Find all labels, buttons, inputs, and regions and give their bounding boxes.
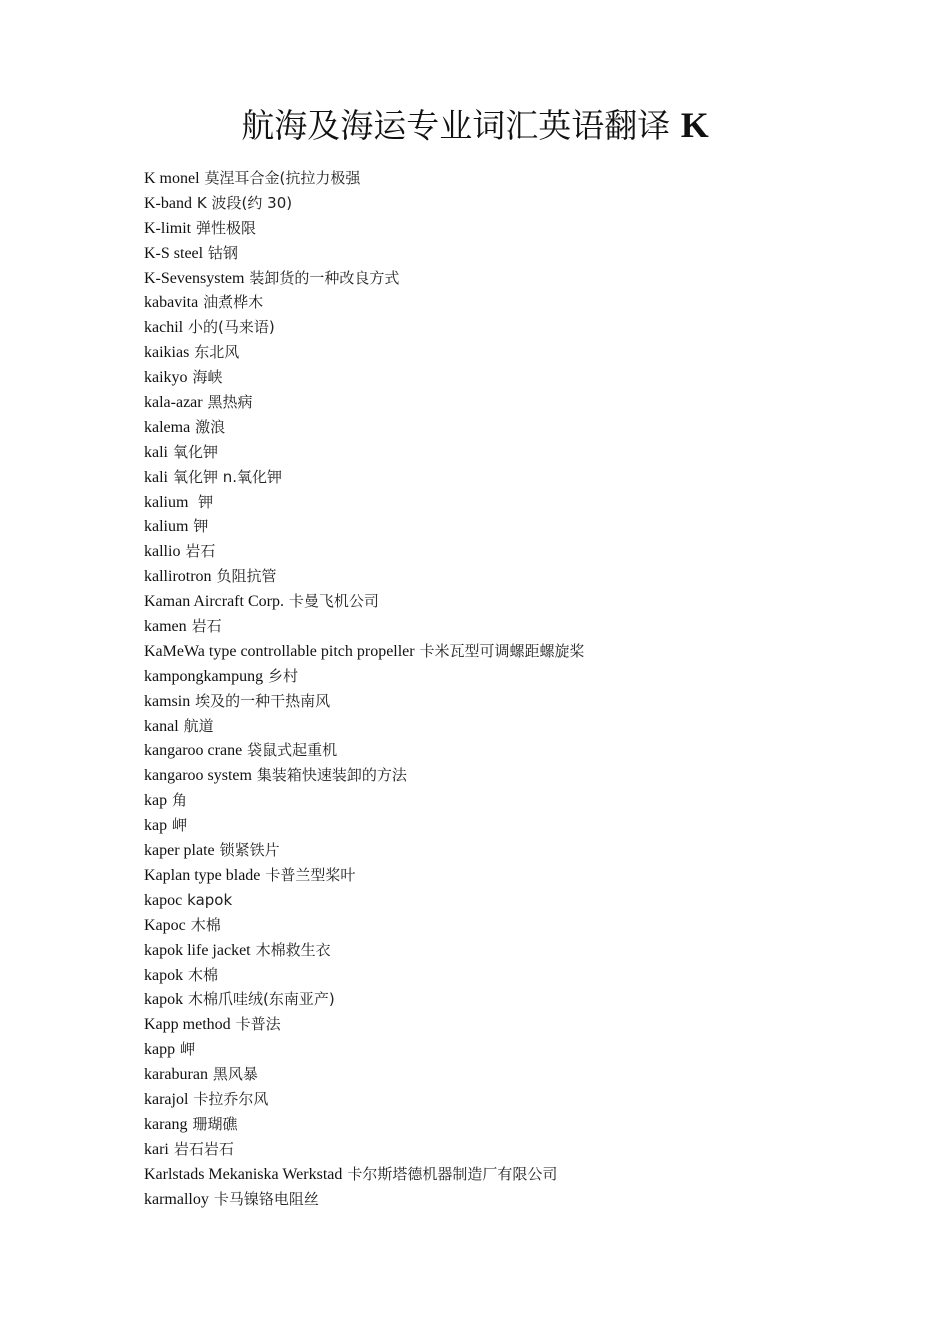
entry-meaning: 东北风 [194, 343, 240, 362]
entry-term: kapoc [144, 891, 183, 909]
entry-meaning: 钴钢 [208, 243, 239, 262]
entry-meaning: 黑热病 [207, 393, 253, 412]
glossary-entry [144, 191, 904, 216]
glossary-entry [144, 639, 904, 664]
entry-term: kamsin [144, 692, 191, 710]
entry-term: Karlstads Mekaniska Werkstad [144, 1165, 343, 1183]
entry-meaning: 黑风暴 [212, 1065, 258, 1084]
entry-meaning: 木棉 [190, 915, 221, 934]
glossary-entry [144, 564, 904, 589]
entry-meaning: 小的(马来语) [188, 318, 275, 337]
glossary-entry [144, 963, 904, 988]
entry-meaning: 集装箱快速装卸的方法 [256, 766, 407, 785]
glossary-entry [144, 365, 904, 390]
glossary-entry [144, 440, 904, 465]
glossary-entry [144, 987, 904, 1012]
glossary-entry [144, 241, 904, 266]
entry-meaning: kapok [187, 890, 233, 909]
entry-term: K-Sevensystem [144, 269, 245, 287]
glossary-list [144, 166, 904, 1211]
glossary-entry [144, 390, 904, 415]
glossary-entry [144, 340, 904, 365]
page-title [0, 100, 950, 151]
entry-meaning: 钾 [193, 517, 209, 536]
entry-term: Kapp method [144, 1016, 231, 1034]
entry-meaning: 袋鼠式起重机 [247, 741, 338, 760]
glossary-entry [144, 689, 904, 714]
page-title-letter: K [680, 105, 709, 145]
entry-term: kaikias [144, 344, 190, 362]
entry-meaning: 钾 [193, 492, 214, 511]
entry-meaning: 激浪 [195, 417, 226, 436]
glossary-entry [144, 1187, 904, 1212]
entry-meaning: 木棉爪哇绒(东南亚产) [188, 990, 335, 1009]
entry-term: Kaplan type blade [144, 866, 261, 884]
entry-term: kabavita [144, 294, 199, 312]
entry-term: kalema [144, 418, 191, 436]
page-title-text: 航海及海运专业词汇英语翻译 [241, 106, 671, 145]
entry-term: kachil [144, 319, 184, 337]
entry-term: K-band [144, 194, 192, 212]
entry-meaning: 岬 [172, 816, 188, 835]
glossary-entry [144, 1087, 904, 1112]
entry-term: kari [144, 1140, 169, 1158]
glossary-entry [144, 1162, 904, 1187]
glossary-entry [144, 788, 904, 813]
entry-term: kaper plate [144, 842, 215, 860]
glossary-entry [144, 216, 904, 241]
glossary-entry [144, 838, 904, 863]
entry-meaning: 锁紧铁片 [219, 841, 280, 860]
entry-term: kapok [144, 966, 184, 984]
glossary-entry [144, 1062, 904, 1087]
glossary-entry [144, 539, 904, 564]
entry-meaning: 木棉 [188, 965, 219, 984]
entry-term: K-limit [144, 219, 192, 237]
glossary-entry [144, 1037, 904, 1062]
entry-term: kapok life jacket [144, 941, 251, 959]
glossary-entry [144, 714, 904, 739]
glossary-entry [144, 465, 904, 490]
entry-meaning: 氧化钾 n.氧化钾 [172, 467, 282, 486]
entry-meaning: 卡拉乔尔风 [193, 1089, 269, 1108]
entry-meaning: 海峡 [192, 368, 223, 387]
entry-meaning: 卡马镍铬电阻丝 [213, 1189, 319, 1208]
glossary-entry [144, 813, 904, 838]
entry-meaning: 莫涅耳合金(抗拉力极强 [204, 169, 361, 187]
entry-meaning: 岩石 [185, 542, 216, 561]
entry-term: karmalloy [144, 1190, 209, 1208]
entry-term: kap [144, 817, 168, 835]
entry-term: KaMeWa type controllable pitch propeller [144, 642, 415, 660]
entry-term: kamen [144, 618, 187, 636]
entry-meaning: 负阻抗管 [216, 567, 277, 586]
entry-term: Kapoc [144, 916, 186, 934]
entry-term: kalium [144, 518, 189, 536]
entry-term: K-S steel [144, 244, 204, 262]
glossary-entry [144, 938, 904, 963]
glossary-entry [144, 763, 904, 788]
entry-term: kallio [144, 543, 181, 561]
entry-term: kanal [144, 717, 179, 735]
entry-meaning: 木棉救生衣 [255, 940, 331, 959]
entry-term: Kaman Aircraft Corp. [144, 593, 284, 611]
entry-term: kaikyo [144, 369, 188, 387]
entry-term: karaburan [144, 1066, 208, 1084]
glossary-entry [144, 664, 904, 689]
glossary-entry [144, 589, 904, 614]
entry-meaning: 氧化钾 [172, 442, 218, 461]
entry-meaning: 岩石 [191, 617, 222, 636]
entry-meaning: 卡曼飞机公司 [288, 592, 379, 611]
entry-meaning: 卡普兰型桨叶 [265, 865, 356, 884]
entry-meaning: 航道 [183, 716, 214, 735]
entry-term: kapok [144, 991, 184, 1009]
glossary-entry [144, 266, 904, 291]
glossary-entry [144, 1012, 904, 1037]
glossary-entry [144, 913, 904, 938]
entry-term: kangaroo crane [144, 742, 243, 760]
glossary-entry [144, 738, 904, 763]
entry-term: kali [144, 468, 168, 486]
entry-meaning: 油煮桦木 [203, 293, 264, 312]
entry-term: K monel [144, 170, 200, 187]
entry-term: kapp [144, 1041, 176, 1059]
entry-meaning: 珊瑚礁 [192, 1114, 238, 1133]
glossary-entry [144, 315, 904, 340]
entry-term: kala-azar [144, 394, 203, 412]
glossary-entry [144, 863, 904, 888]
entry-meaning: 卡尔斯塔德机器制造厂有限公司 [347, 1164, 558, 1183]
glossary-entry [144, 614, 904, 639]
entry-meaning: K 波段(约 30) [196, 193, 293, 212]
entry-term: kalium [144, 493, 189, 511]
entry-term: karajol [144, 1090, 189, 1108]
glossary-entry [144, 290, 904, 315]
glossary-entry [144, 490, 904, 515]
entry-term: kangaroo system [144, 767, 252, 785]
entry-term: karang [144, 1115, 188, 1133]
glossary-entry [144, 1137, 904, 1162]
entry-meaning: 卡米瓦型可调螺距螺旋桨 [419, 641, 585, 660]
entry-meaning: 装卸货的一种改良方式 [249, 268, 400, 287]
entry-term: kampongkampung [144, 667, 264, 685]
glossary-entry [144, 514, 904, 539]
entry-meaning: 乡村 [268, 666, 299, 685]
entry-term: kap [144, 792, 168, 810]
entry-meaning: 角 [172, 791, 188, 810]
glossary-entry [144, 166, 904, 191]
entry-meaning: 卡普法 [235, 1015, 281, 1034]
entry-term: kallirotron [144, 568, 212, 586]
glossary-entry [144, 888, 904, 913]
entry-meaning: 埃及的一种干热南风 [195, 691, 331, 710]
entry-meaning: 岩石岩石 [173, 1139, 234, 1158]
glossary-entry [144, 415, 904, 440]
entry-meaning: 岬 [180, 1040, 196, 1059]
glossary-entry [144, 1112, 904, 1137]
entry-meaning: 弹性极限 [196, 218, 257, 237]
entry-term: kali [144, 443, 168, 461]
